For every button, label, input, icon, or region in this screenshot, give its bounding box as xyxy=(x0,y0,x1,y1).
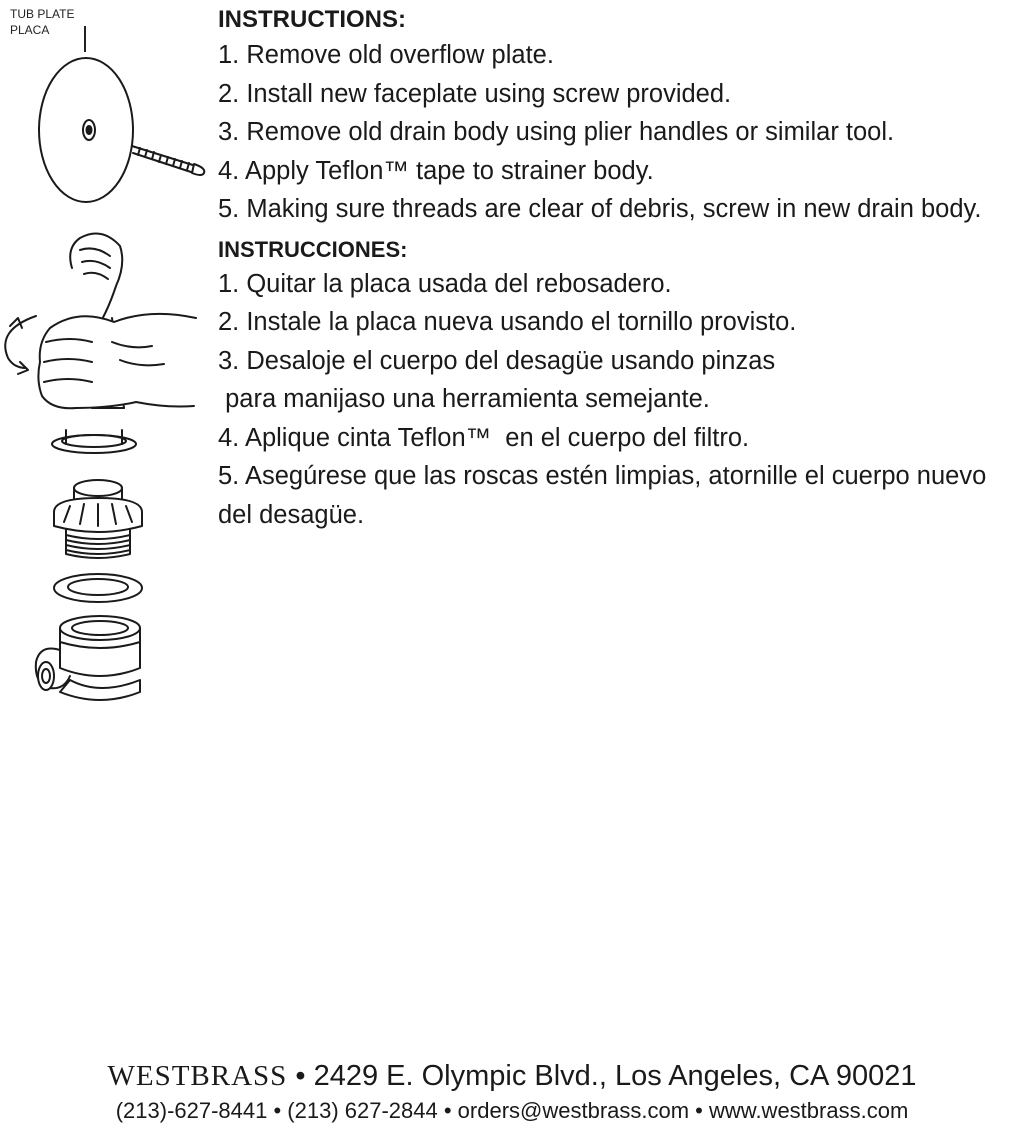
instruction-step: para manijaso una herramienta semejante. xyxy=(218,385,710,413)
footer-contact: (213)-627-8441 • (213) 627-2844 • orders@westbrass.com • www.westbrass.com xyxy=(115,1098,909,1123)
gasket-icon xyxy=(54,574,142,602)
old-drain-ring-icon xyxy=(52,430,136,453)
tub-plate-icon xyxy=(39,58,133,202)
instruction-step: 5. Making sure threads are clear of debris, screw in new drain body. xyxy=(218,195,982,223)
instruction-step: 1. Remove old overflow plate. xyxy=(218,41,554,69)
instructions-list-es xyxy=(218,265,1024,535)
instruction-step: 3. Desaloje el cuerpo del desagüe usando pinzas xyxy=(218,346,776,375)
instruction-step: 4. Aplique cinta Teflon™ en el cuerpo del filtro. xyxy=(218,423,750,452)
instructions-column xyxy=(218,4,1024,534)
rotation-arrow-icon xyxy=(5,316,36,374)
instruction-step: 4. Apply Teflon™ tape to strainer body. xyxy=(218,156,654,185)
hand-icon xyxy=(38,314,196,408)
callout-label-en: TUB PLATE xyxy=(10,7,75,21)
instructions-heading-en: INSTRUCTIONS: xyxy=(218,6,406,33)
instruction-step: 2. Instale la placa nueva usando el tornillo provisto. xyxy=(218,308,797,336)
street-address: • 2429 E. Olympic Blvd., Los Angeles, CA 90021 xyxy=(287,1060,917,1092)
instruction-step: 5. Asegúrese que las roscas estén limpias, atornille el cuerpo nuevo del desagüe. xyxy=(218,462,987,529)
drain-shoe-icon xyxy=(36,616,140,700)
drain-assembly-illustration xyxy=(0,0,215,720)
instruction-step: 3. Remove old drain body using plier handles or similar tool. xyxy=(218,118,895,146)
brand-name: WESTBRASS xyxy=(107,1060,288,1092)
instruction-step: 1. Quitar la placa usada del rebosadero. xyxy=(218,269,672,298)
callout-label-es: PLACA xyxy=(10,23,50,37)
instructions-heading-es: INSTRUCCIONES: xyxy=(218,236,408,262)
instruction-step: 2. Install new faceplate using screw provided. xyxy=(218,79,732,108)
footer-address xyxy=(0,1058,1024,1094)
screw-icon xyxy=(132,146,204,175)
instructions-list-en xyxy=(218,36,1024,229)
threaded-drain-body-icon xyxy=(66,530,130,558)
stopper-icon xyxy=(54,480,142,532)
